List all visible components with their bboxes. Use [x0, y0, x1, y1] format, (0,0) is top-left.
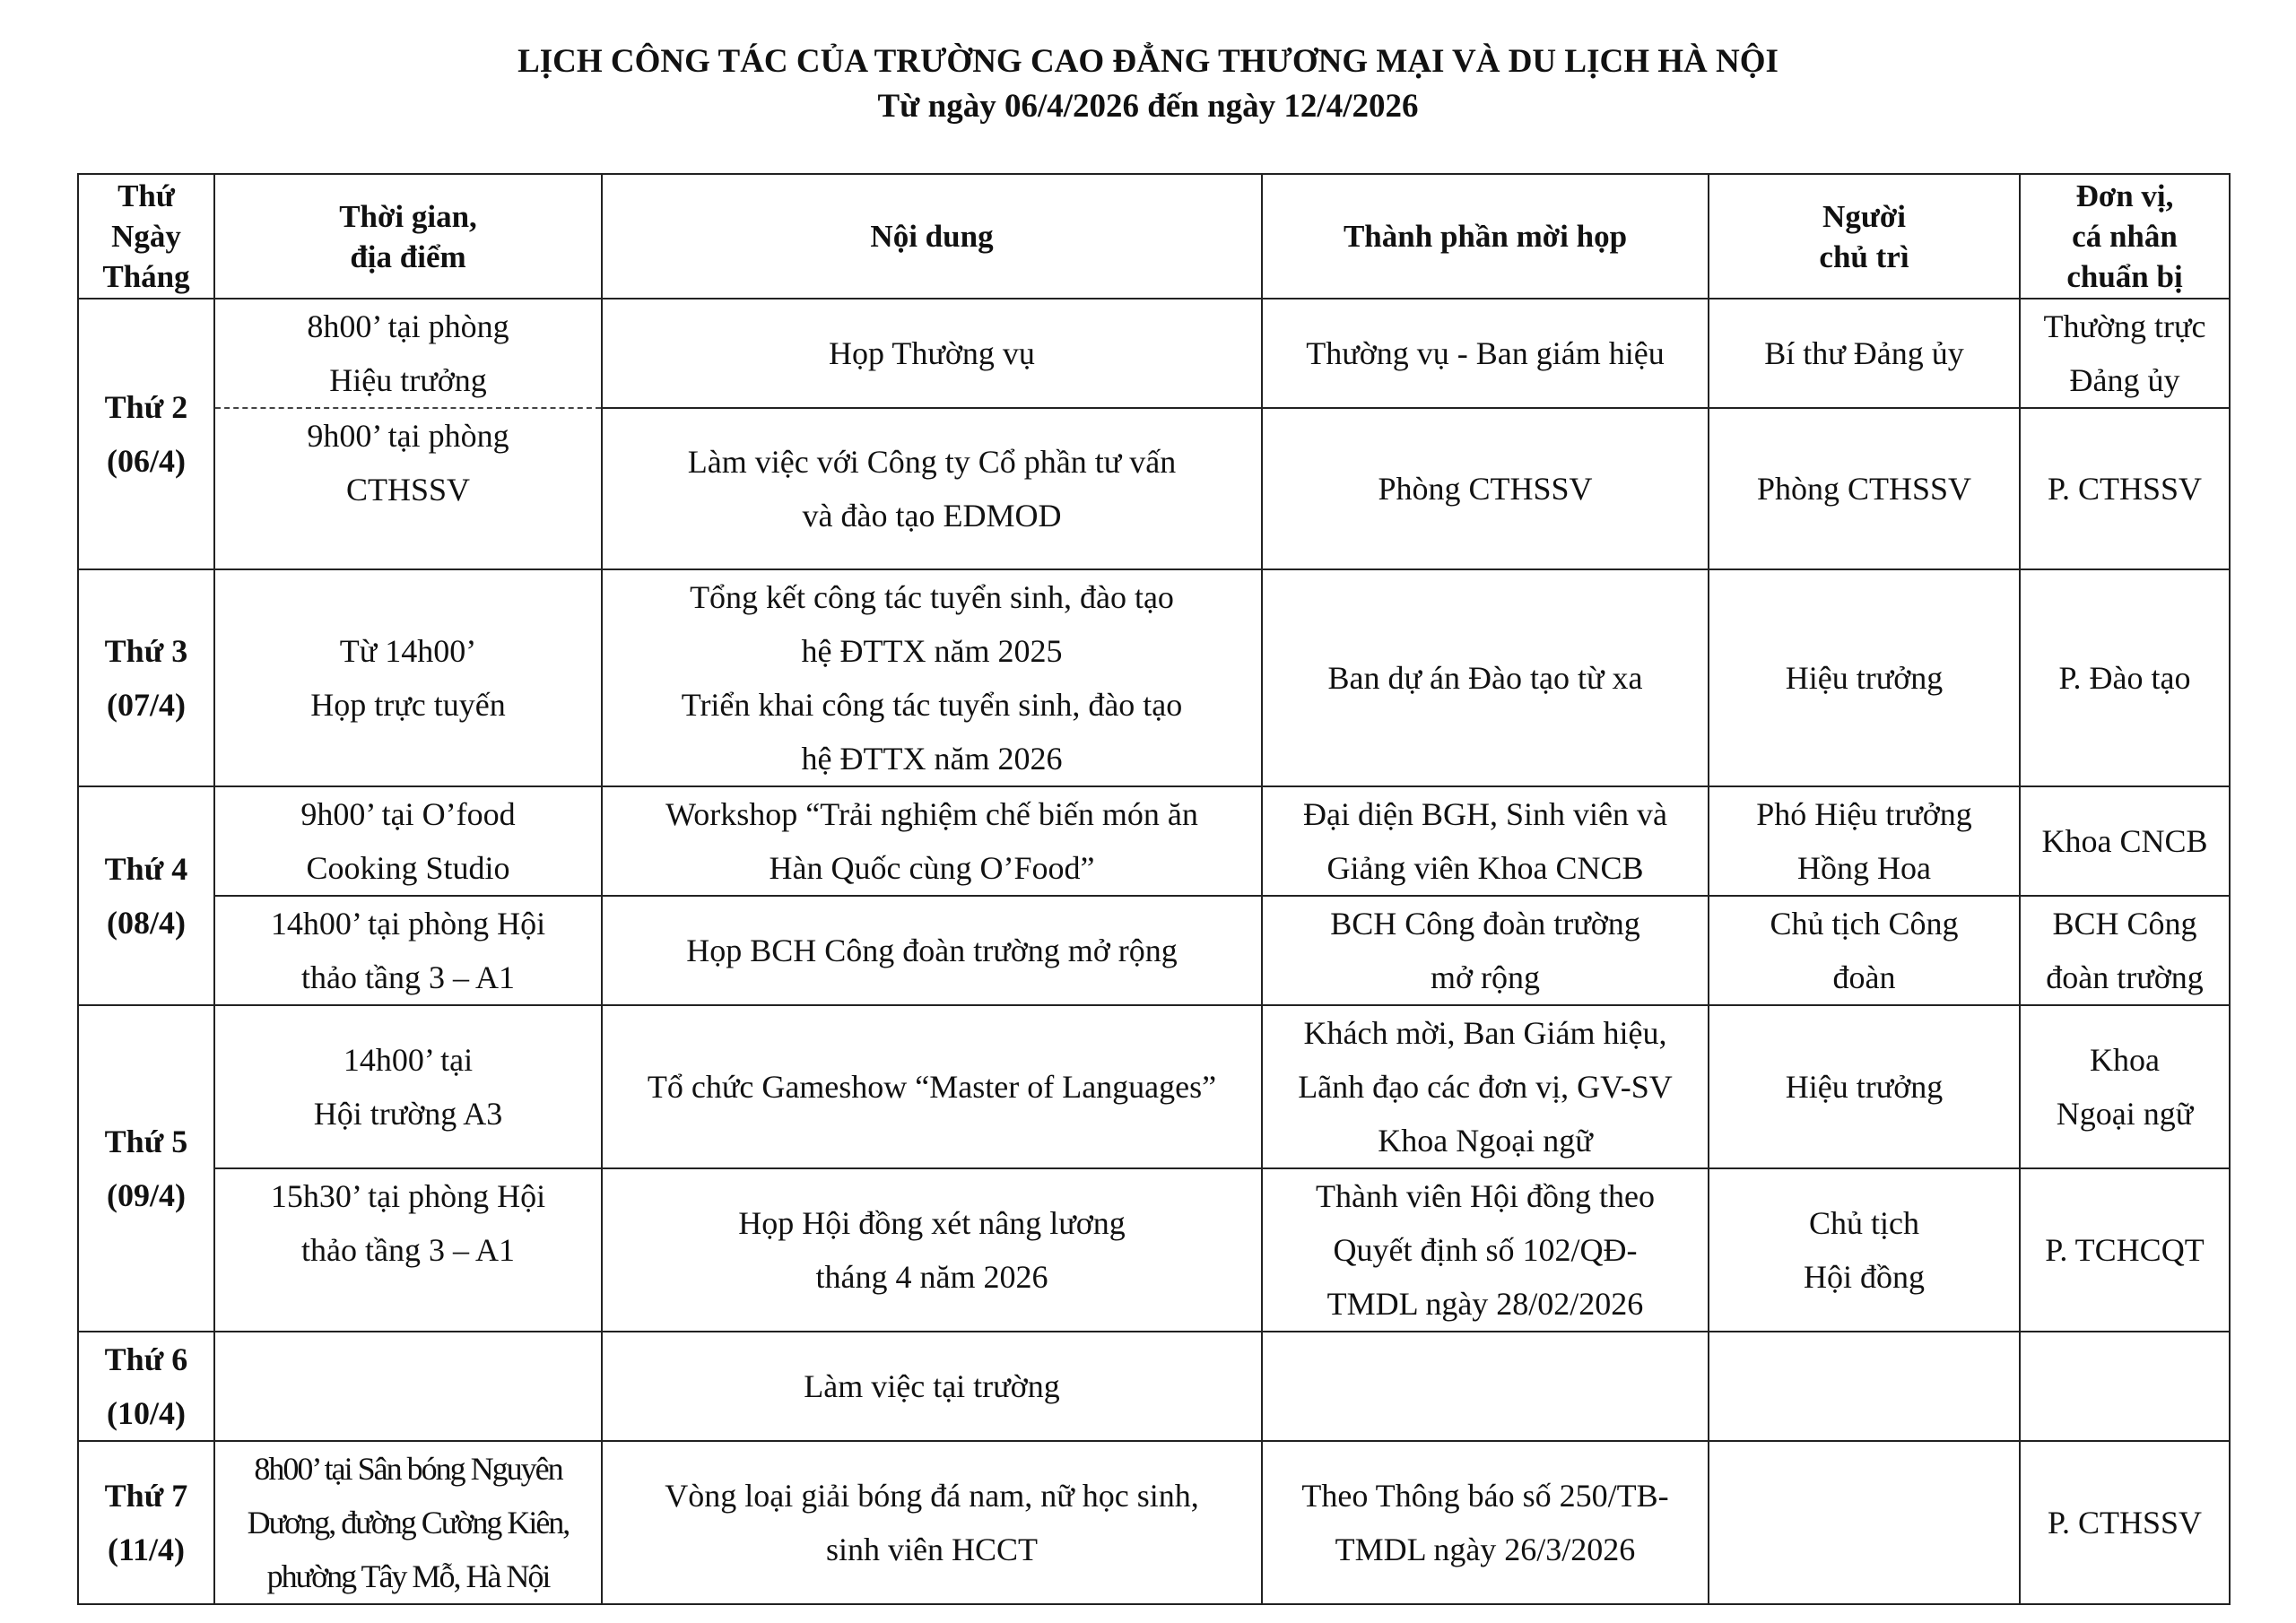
attendees-cell: Thường vụ - Ban giám hiệu	[1262, 299, 1709, 408]
content-cell: Tổ chức Gameshow “Master of Languages”	[602, 1005, 1262, 1168]
col-header-prep: Đơn vị, cá nhân chuẩn bị	[2020, 174, 2230, 299]
chair-cell: Hiệu trưởng	[1709, 1005, 2020, 1168]
day-cell: Thứ 6 (10/4)	[78, 1332, 214, 1441]
attendees-cell: BCH Công đoàn trường mở rộng	[1262, 896, 1709, 1005]
content-cell: Vòng loại giải bóng đá nam, nữ học sinh, sinh viên HCCT	[602, 1441, 1262, 1604]
table-row	[78, 408, 2230, 569]
attendees-cell: Khách mời, Ban Giám hiệu, Lãnh đạo các đơn vị, GV-SV Khoa Ngoại ngữ	[1262, 1005, 1709, 1168]
day-cell: Thứ 4 (08/4)	[78, 786, 214, 1005]
col-header-content: Nội dung	[602, 174, 1262, 299]
table-row	[78, 1005, 2230, 1168]
attendees-cell: Phòng CTHSSV	[1262, 408, 1709, 569]
chair-cell: Phòng CTHSSV	[1709, 408, 2020, 569]
table-row	[78, 786, 2230, 896]
time-cell	[214, 1332, 602, 1441]
table-row	[78, 569, 2230, 786]
day-cell: Thứ 5 (09/4)	[78, 1005, 214, 1332]
time-cell: 9h00’ tại O’food Cooking Studio	[214, 786, 602, 896]
table-row	[78, 1441, 2230, 1604]
document-title	[0, 39, 2296, 129]
prep-cell: BCH Công đoàn trường	[2020, 896, 2230, 1005]
prep-cell: Khoa Ngoại ngữ	[2020, 1005, 2230, 1168]
prep-cell: P. TCHCQT	[2020, 1168, 2230, 1332]
col-header-chair: Người chủ trì	[1709, 174, 2020, 299]
table-header-row	[78, 174, 2230, 299]
schedule-title: LỊCH CÔNG TÁC CỦA TRƯỜNG CAO ĐẲNG THƯƠNG MẠI VÀ DU LỊCH HÀ NỘI	[517, 43, 1779, 80]
chair-cell: Chủ tịch Hội đồng	[1709, 1168, 2020, 1332]
chair-cell	[1709, 1332, 2020, 1441]
chair-cell	[1709, 1441, 2020, 1604]
content-cell: Tổng kết công tác tuyển sinh, đào tạo hệ ĐTTX năm 2025 Triển khai công tác tuyển sinh, đào tạo hệ ĐTTX năm 2026	[602, 569, 1262, 786]
col-header-time: Thời gian, địa điểm	[214, 174, 602, 299]
attendees-cell	[1262, 1332, 1709, 1441]
time-cell: 14h00’ tại phòng Hội thảo tầng 3 – A1	[214, 896, 602, 1005]
time-cell: 8h00’ tại Sân bóng Nguyên Dương, đường Cường Kiên, phường Tây Mỗ, Hà Nội	[214, 1441, 602, 1604]
content-cell: Họp Thường vụ	[602, 299, 1262, 408]
schedule-date-range: Từ ngày 06/4/2026 đến ngày 12/4/2026	[877, 88, 1419, 125]
content-cell: Làm việc tại trường	[602, 1332, 1262, 1441]
prep-cell: Khoa CNCB	[2020, 786, 2230, 896]
time-cell: 15h30’ tại phòng Hội thảo tầng 3 – A1	[214, 1168, 602, 1332]
prep-cell: P. CTHSSV	[2020, 408, 2230, 569]
attendees-cell: Thành viên Hội đồng theo Quyết định số 102/QĐ- TMDL ngày 28/02/2026	[1262, 1168, 1709, 1332]
attendees-cell: Theo Thông báo số 250/TB- TMDL ngày 26/3/2026	[1262, 1441, 1709, 1604]
prep-cell	[2020, 1332, 2230, 1441]
time-cell: Từ 14h00’ Họp trực tuyến	[214, 569, 602, 786]
col-header-day: Thứ Ngày Tháng	[78, 174, 214, 299]
prep-cell: Thường trực Đảng ủy	[2020, 299, 2230, 408]
chair-cell: Bí thư Đảng ủy	[1709, 299, 2020, 408]
attendees-cell: Ban dự án Đào tạo từ xa	[1262, 569, 1709, 786]
table-row	[78, 1332, 2230, 1441]
prep-cell: P. CTHSSV	[2020, 1441, 2230, 1604]
content-cell: Workshop “Trải nghiệm chế biến món ăn Hàn Quốc cùng O’Food”	[602, 786, 1262, 896]
time-cell: 14h00’ tại Hội trường A3	[214, 1005, 602, 1168]
content-cell: Họp BCH Công đoàn trường mở rộng	[602, 896, 1262, 1005]
day-cell: Thứ 2 (06/4)	[78, 299, 214, 569]
table-row	[78, 1168, 2230, 1332]
prep-cell: P. Đào tạo	[2020, 569, 2230, 786]
time-cell: 8h00’ tại phòng Hiệu trưởng	[214, 299, 602, 408]
table-row	[78, 299, 2230, 408]
content-cell: Làm việc với Công ty Cổ phần tư vấn và đào tạo EDMOD	[602, 408, 1262, 569]
chair-cell: Phó Hiệu trưởng Hồng Hoa	[1709, 786, 2020, 896]
table-row	[78, 896, 2230, 1005]
time-cell: 9h00’ tại phòng CTHSSV	[214, 408, 602, 569]
content-cell: Họp Hội đồng xét nâng lương tháng 4 năm 2026	[602, 1168, 1262, 1332]
col-header-attendees: Thành phần mời họp	[1262, 174, 1709, 299]
chair-cell: Chủ tịch Công đoàn	[1709, 896, 2020, 1005]
day-cell: Thứ 3 (07/4)	[78, 569, 214, 786]
day-cell: Thứ 7 (11/4)	[78, 1441, 214, 1604]
chair-cell: Hiệu trưởng	[1709, 569, 2020, 786]
schedule-table	[77, 173, 2231, 1605]
attendees-cell: Đại diện BGH, Sinh viên và Giảng viên Khoa CNCB	[1262, 786, 1709, 896]
